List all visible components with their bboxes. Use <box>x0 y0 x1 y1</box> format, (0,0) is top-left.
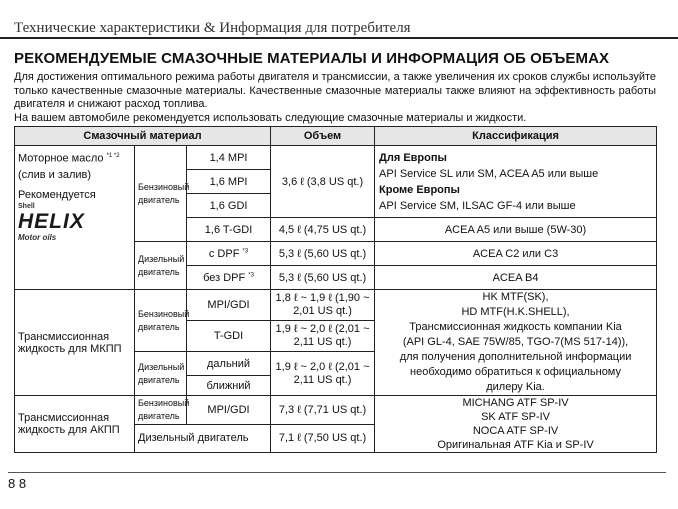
header-rule <box>0 37 678 39</box>
running-header: Технические характеристики & Информация для потребителя <box>14 20 411 36</box>
mt-volume-tgdi: 1,9 ℓ ~ 2,0 ℓ (2,01 ~ 2,11 US qt.) <box>271 321 375 352</box>
without-dpf-label: без DPF <box>203 271 246 284</box>
classification-petrol-na <box>375 146 657 218</box>
engine-1-4-mpi: 1,4 MPI <box>187 146 271 170</box>
without-dpf-note: *3 <box>248 271 254 278</box>
mt-near: ближний <box>187 376 271 396</box>
intro-text <box>14 71 656 125</box>
engine-oil-cell <box>15 146 135 290</box>
mt-t-gdi: T-GDI <box>187 321 271 352</box>
mt-class-line: Трансмиссионная жидкость компании Kia <box>409 321 622 333</box>
mt-mpi-gdi: MPI/GDI <box>187 290 271 321</box>
europe-label: Для Европы <box>379 151 447 164</box>
mt-class-line: HK MTF(SK), <box>482 291 549 303</box>
at-class-line: NOCA ATF SP-IV <box>472 425 559 437</box>
page-number: 8 8 <box>8 476 27 491</box>
logo-helix-text: HELIX <box>18 209 85 233</box>
page-title: РЕКОМЕНДУЕМЫЕ СМАЗОЧНЫЕ МАТЕРИАЛЫ И ИНФОРМАЦИЯ ОБ ОБЪЕМАХ <box>14 50 610 67</box>
engine-1-6-tgdi: 1,6 T-GDI <box>187 218 271 242</box>
at-diesel-cell: Дизельный двигатель <box>135 424 271 453</box>
at-volume-diesel: 7,1 ℓ (7,50 US qt.) <box>271 424 375 453</box>
engine-oil-label: Моторное масло <box>18 152 104 165</box>
volume-dpf-with: 5,3 ℓ (5,60 US qt.) <box>271 242 375 266</box>
with-dpf-label: с DPF <box>208 247 240 260</box>
mt-petrol-cell: Бензиновый двигатель <box>135 290 187 352</box>
non-europe-value: API Service SM, ILSAC GF-4 или выше <box>379 199 576 212</box>
shell-helix-logo <box>18 203 92 242</box>
europe-value: API Service SL или SM, ACEA A5 или выше <box>379 167 599 180</box>
header-volume: Объем <box>271 127 375 146</box>
mt-classification <box>375 290 657 396</box>
mt-fluid-label: Трансмиссионная жидкость для МКПП <box>15 290 135 396</box>
at-classification <box>375 396 657 453</box>
petrol-engine-cell: Бензиновый двигатель <box>135 146 187 242</box>
table-row <box>15 290 657 321</box>
mt-volume-diesel: 1,9 ℓ ~ 2,0 ℓ (2,01 ~ 2,11 US qt.) <box>271 352 375 396</box>
engine-1-6-gdi: 1,6 GDI <box>187 194 271 218</box>
diesel-engine-cell: Дизельный двигатель <box>135 242 187 290</box>
intro-paragraph-1: Для достижения оптимального режима работы двигателя и трансмиссии, а также увеличения их сроков службы используйте только качественные смазочные материалы. Качественные смазочные материалы также влияют на эффективность работы двигателя и снижают расход топлива. <box>14 71 656 110</box>
intro-paragraph-2: На вашем автомобиле рекомендуется использовать следующие смазочные материалы и жидкости. <box>14 111 527 124</box>
mt-volume-mpi: 1,8 ℓ ~ 1,9 ℓ (1,90 ~ 2,01 US qt.) <box>271 290 375 321</box>
volume-tgdi: 4,5 ℓ (4,75 US qt.) <box>271 218 375 242</box>
header-classification: Классификация <box>375 127 657 146</box>
classification-dpf-with: ACEA C2 или C3 <box>375 242 657 266</box>
classification-dpf-without: ACEA B4 <box>375 266 657 290</box>
header-material: Смазочный материал <box>15 127 271 146</box>
mt-diesel-cell: Дизельный двигатель <box>135 352 187 396</box>
diesel-with-dpf <box>187 242 271 266</box>
lubricants-table <box>14 126 657 453</box>
engine-1-6-mpi: 1,6 MPI <box>187 170 271 194</box>
recommended-label: Рекомендуется <box>18 188 96 201</box>
at-fluid-label: Трансмиссионная жидкость для АКПП <box>15 396 135 453</box>
volume-petrol-na: 3,6 ℓ (3,8 US qt.) <box>271 146 375 218</box>
mt-class-line: HD MTF(H.K.SHELL), <box>461 306 570 318</box>
mt-class-line: дилеру Kia. <box>486 381 545 393</box>
logo-shell-text: Shell <box>18 202 35 210</box>
table-row <box>15 146 657 170</box>
at-petrol-cell: Бензиновый двигатель <box>135 396 187 425</box>
engine-oil-sub: (слив и залив) <box>18 168 92 181</box>
engine-oil-note: *1 *2 <box>106 153 120 159</box>
classification-tgdi: ACEA A5 или выше (5W-30) <box>375 218 657 242</box>
at-mpi-gdi: MPI/GDI <box>187 396 271 425</box>
volume-dpf-without: 5,3 ℓ (5,60 US qt.) <box>271 266 375 290</box>
logo-motor-text: Motor oils <box>18 232 57 242</box>
at-class-line: MICHANG ATF SP-IV <box>462 397 569 409</box>
with-dpf-note: *3 <box>242 247 249 254</box>
table-row <box>15 396 657 425</box>
at-class-line: Оригинальная ATF Kia и SP-IV <box>437 439 594 451</box>
diesel-without-dpf <box>187 266 271 290</box>
at-class-line: SK ATF SP-IV <box>481 411 550 423</box>
mt-class-line: для получения дополнительной информации <box>399 351 632 363</box>
mt-class-line: необходимо обратиться к официальному <box>410 366 621 378</box>
footer-rule <box>8 472 666 473</box>
mt-class-line: (API GL-4, SAE 75W/85, TGO-7(MS 517-14)), <box>402 336 629 348</box>
non-europe-label: Кроме Европы <box>379 183 460 196</box>
mt-far: дальний <box>187 352 271 376</box>
table-header-row <box>15 127 657 146</box>
at-volume-petrol: 7,3 ℓ (7,71 US qt.) <box>271 396 375 425</box>
